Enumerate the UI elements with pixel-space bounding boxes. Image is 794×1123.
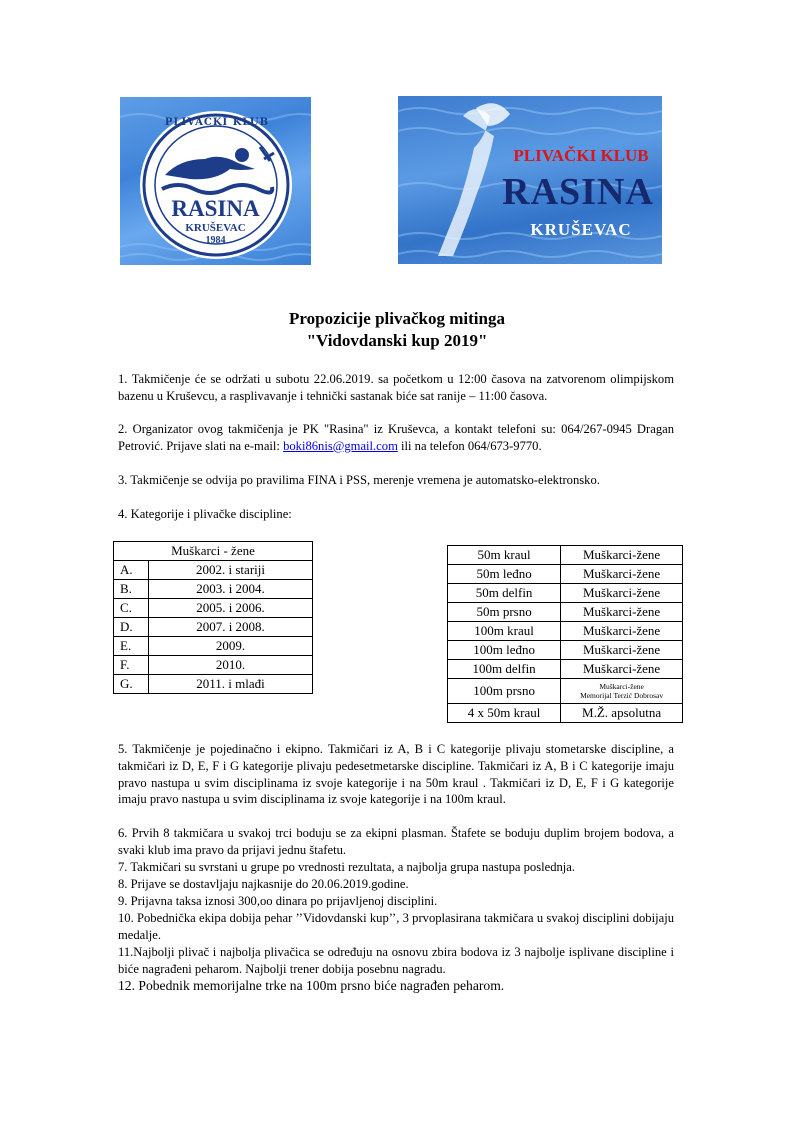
discipline-group: Muškarci-žene <box>599 682 644 691</box>
table-row <box>448 603 683 622</box>
discipline-group: Muškarci-žene <box>561 603 683 622</box>
document-title: Propozicije plivačkog mitinga <box>289 309 505 328</box>
logo-left-name: RASINA <box>171 196 260 221</box>
category-years: 2005. i 2006. <box>149 599 313 618</box>
paragraph-2-text-b: ili na telefon 064/673-9770. <box>397 438 542 453</box>
logo-right-name: RASINA <box>502 171 654 213</box>
table-row <box>114 580 313 599</box>
discipline-group: Muškarci-žene <box>561 584 683 603</box>
paragraph-1: 1. Takmičenje će se održati u subotu 22.06.2019. sa početkom u 12:00 časova na zatvorenom olimpijskom bazenu u Kruševcu, a rasplivavanje i tehnički sastanak biće sat ranije – 11:00 časova. <box>118 372 674 403</box>
logo-left-year: 1984 <box>205 235 226 246</box>
table-row <box>114 656 313 675</box>
table-row <box>114 675 313 694</box>
discipline-group: Muškarci-žene <box>561 622 683 641</box>
club-logo-left <box>120 97 311 265</box>
discipline-name: 50m delfin <box>448 584 561 603</box>
paragraph-4: 4. Kategorije i plivačke discipline: <box>118 507 292 521</box>
table-row <box>114 599 313 618</box>
email-link[interactable]: boki86nis@gmail.com <box>283 438 398 453</box>
category-code: G. <box>114 675 149 694</box>
paragraph-9: 9. Prijavna taksa iznosi 300,oo dinara po prijavljenoj disciplini. <box>118 894 438 908</box>
table-row <box>448 622 683 641</box>
paragraph-2-text-a: 2. Organizator ovog takmičenja je PK "Rasina" iz Kruševca, a kontakt telefoni su: 064/267-0945 Dragan Petrović. Prijave slati na e-mail: <box>118 422 674 453</box>
document-subtitle: "Vidovdanski kup 2019" <box>306 331 488 350</box>
discipline-name: 50m leđno <box>448 565 561 584</box>
discipline-group: Muškarci-žene <box>561 546 683 565</box>
category-years: 2002. i stariji <box>149 561 313 580</box>
categories-table <box>113 541 313 694</box>
categories-header: Muškarci - žene <box>114 542 313 561</box>
table-row <box>448 704 683 723</box>
category-years: 2009. <box>149 637 313 656</box>
table-header-row <box>114 542 313 561</box>
discipline-name: 4 x 50m kraul <box>448 704 561 723</box>
category-code: A. <box>114 561 149 580</box>
category-years: 2011. i mlađi <box>149 675 313 694</box>
discipline-name: 100m prsno <box>448 679 561 704</box>
table-row <box>448 660 683 679</box>
logo-right-title: PLIVAČKI KLUB <box>513 146 649 165</box>
table-row <box>448 641 683 660</box>
table-row <box>114 561 313 580</box>
table-row <box>114 637 313 656</box>
paragraph-2 <box>118 421 674 455</box>
club-logo-right <box>398 96 662 264</box>
paragraph-10: 10. Pobednička ekipa dobija pehar ’’Vidovdanski kup’’, 3 prvoplasirana takmičara u svakoj disciplini dobijaju medalje. <box>118 911 674 942</box>
paragraph-8: 8. Prijave se dostavljaju najkasnije do 20.06.2019.godine. <box>118 877 409 891</box>
discipline-group: Muškarci-žene <box>561 660 683 679</box>
logo-left-title: PLIVAČKI KLUB <box>164 117 270 128</box>
paragraph-12: 12. Pobednik memorijalne trke na 100m prsno biće nagrađen peharom. <box>118 978 505 993</box>
paragraph-11: 11.Najbolji plivač i najbolja plivačica se određuju na osnovu zbira bodova iz 3 najbolje isplivane discipline i biće nagrađeni peharom. Najbolji trener dobija posebnu nagradu. <box>118 945 674 976</box>
logo-left-city: KRUŠEVAC <box>185 222 246 234</box>
category-code: B. <box>114 580 149 599</box>
category-years: 2010. <box>149 656 313 675</box>
category-code: C. <box>114 599 149 618</box>
category-code: E. <box>114 637 149 656</box>
category-code: F. <box>114 656 149 675</box>
discipline-group: Muškarci-žene <box>561 565 683 584</box>
discipline-group-with-note <box>561 679 683 704</box>
discipline-group: M.Ž. apsolutna <box>561 704 683 723</box>
discipline-name: 100m leđno <box>448 641 561 660</box>
disciplines-table <box>447 545 683 723</box>
table-row <box>448 584 683 603</box>
table-row <box>448 679 683 704</box>
paragraph-3: 3. Takmičenje se odvija po pravilima FINA i PSS, merenje vremena je automatsko-elektronsko. <box>118 473 600 487</box>
discipline-name: 100m kraul <box>448 622 561 641</box>
paragraph-6: 6. Prvih 8 takmičara u svakoj trci boduju se za ekipni plasman. Štafete se boduju duplim brojem bodova, a svaki klub ima pravo da prijavi jednu štafetu. <box>118 826 674 857</box>
table-row <box>114 618 313 637</box>
discipline-name: 50m prsno <box>448 603 561 622</box>
category-code: D. <box>114 618 149 637</box>
category-years: 2007. i 2008. <box>149 618 313 637</box>
table-row <box>448 546 683 565</box>
discipline-group: Muškarci-žene <box>561 641 683 660</box>
paragraph-7: 7. Takmičari su svrstani u grupe po vrednosti rezultata, a najbolja grupa nastupa poslednja. <box>118 860 576 874</box>
logo-right-city: KRUŠEVAC <box>530 220 632 239</box>
discipline-name: 50m kraul <box>448 546 561 565</box>
category-years: 2003. i 2004. <box>149 580 313 599</box>
table-row <box>448 565 683 584</box>
memorial-note: Memorijal Terzić Dobrosav <box>580 691 664 700</box>
discipline-name: 100m delfin <box>448 660 561 679</box>
paragraph-5: 5. Takmičenje je pojedinačno i ekipno. Takmičari iz A, B i C kategorije plivaju stometarske discipline, a takmičari iz D, E, F i G kategorije plivaju pedesetmetarske discipline. Takmičari iz A, B i C kategorije imaju pravo nastupa u svim disciplinama iz svoje kategorije i na 50m kraul . Takmičari iz D, E, F i G kategorije imaju pravo nastupa u svim disciplinama iz svoje kategorije i na 100m kraul. <box>118 742 674 807</box>
